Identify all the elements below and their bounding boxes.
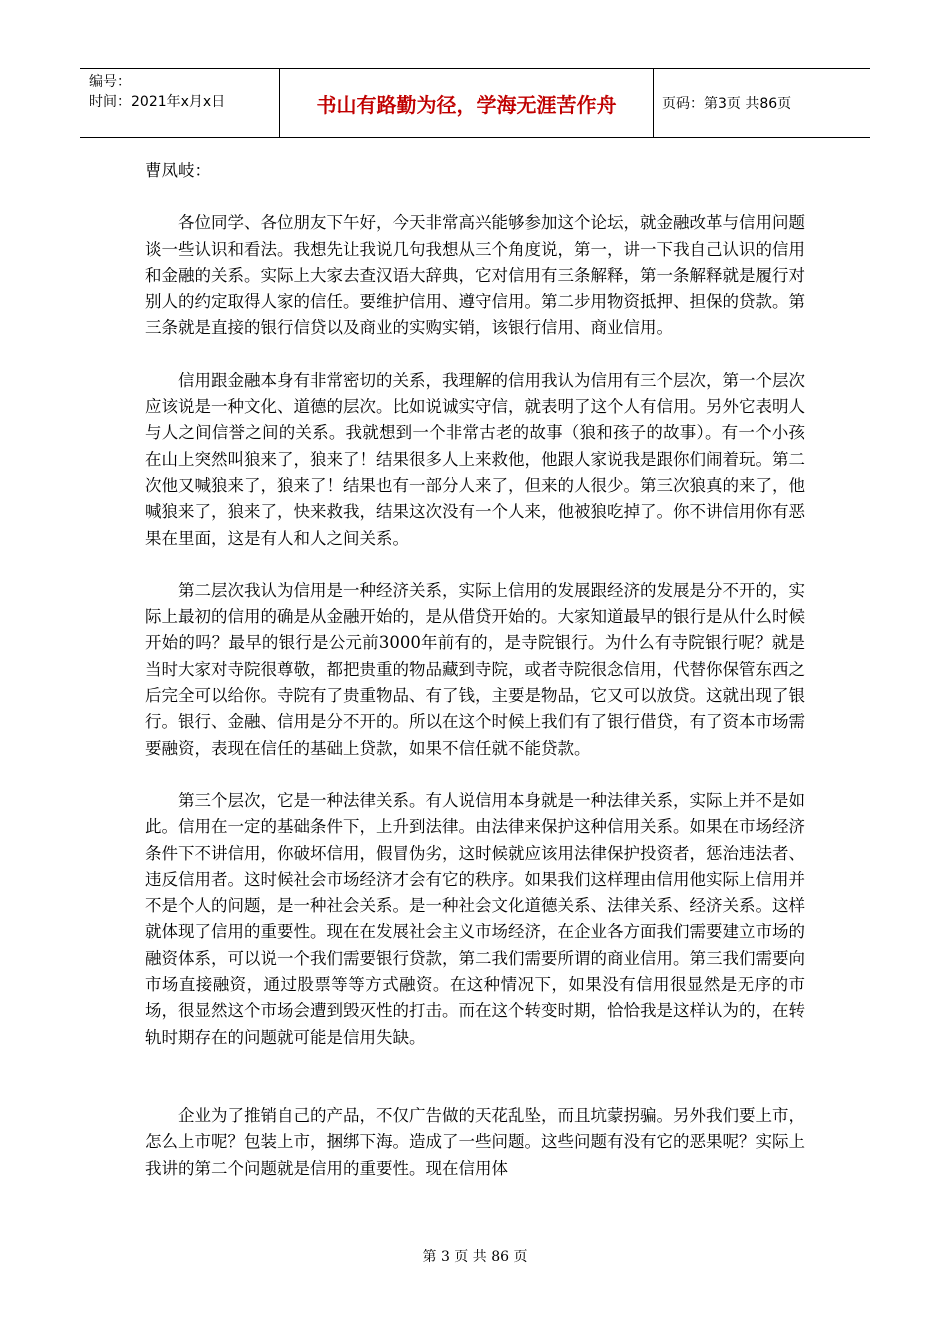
document-date-label: 时间：2021年x月x日 xyxy=(89,94,226,110)
salutation: 曹凤岐： xyxy=(145,161,211,180)
page-header xyxy=(80,68,870,138)
header-page-info: 页码：第3页 共86页 xyxy=(662,96,792,112)
document-number-label: 编号： xyxy=(89,74,131,90)
header-meta xyxy=(80,69,280,137)
paragraph: 信用跟金融本身有非常密切的关系，我理解的信用我认为信用有三个层次，第一个层次应该说是一种文化、道德的层次。比如说诚实守信，就表明了这个人有信用。另外它表明人与人之间信誉之间的关系。我就想到一个非常古老的故事（狼和孩子的故事）。有一个小孩在山上突然叫狼来了，狼来了！结果很多人上来救他，他跟人家说我是跟你们闹着玩。第二次他又喊狼来了，狼来了！结果也有一部分人来了，但来的人很少。第三次狼真的来了，他喊狼来了，狼来了，快来救我，结果这次没有一个人来，他被狼吃掉了。你不讲信用你有恶果在里面，这是有人和人之间关系。 xyxy=(145,370,805,548)
paragraph: 各位同学、各位朋友下午好，今天非常高兴能够参加这个论坛，就金融改革与信用问题谈一些认识和看法。我想先让我说几句我想从三个角度说，第一，讲一下我自己认识的信用和金融的关系。实际上大家去查汉语大辞典，它对信用有三条解释，第一条解释就是履行对别人的约定取得人家的信任。要维护信用、遵守信用。第二步用物资抵押、担保的贷款。第三条就是直接的银行信贷以及商业的实购实销，该银行信用、商业信用。 xyxy=(145,213,805,338)
header-motto: 书山有路勤为径，学海无涯苦作舟 xyxy=(280,69,654,137)
paragraph: 第三个层次，它是一种法律关系。有人说信用本身就是一种法律关系，实际上并不是如此。信用在一定的基础条件下，上升到法律。由法律来保护这种信用关系。如果在市场经济条件下不讲信用，你破坏信用，假冒伪劣，这时候就应该用法律保护投资者，惩治违法者、违反信用者。这时候社会市场经济才会有它的秩序。如果我们这样理由信用他实际上信用并不是个人的问题，是一种社会关系。是一种社会文化道德关系、法律关系、经济关系。这样就体现了信用的重要性。现在在发展社会主义市场经济，在企业各方面我们需要建立市场的融资体系，可以说一个我们需要银行贷款，第二我们需要所谓的商业信用。第三我们需要向市场直接融资，通过股票等等方式融资。在这种情况下，如果没有信用很显然是无序的市场，很显然这个市场会遭到毁灭性的打击。而在这个转变时期，恰恰我是这样认为的，在转轨时期存在的问题就可能是信用失缺。 xyxy=(145,790,805,1047)
page-footer: 第 3 页 共 86 页 xyxy=(422,1249,528,1265)
paragraph: 企业为了推销自己的产品，不仅广告做的天花乱坠，而且坑蒙拐骗。另外我们要上市，怎么上市呢？包装上市，捆绑下海。造成了一些问题。这些问题有没有它的恶果呢？实际上我讲的第二个问题就是信用的重要性。现在信用体 xyxy=(145,1105,805,1178)
document-body xyxy=(145,158,805,1182)
paragraph: 第二层次我认为信用是一种经济关系，实际上信用的发展跟经济的发展是分不开的，实际上最初的信用的确是从金融开始的，是从借贷开始的。大家知道最早的银行是从什么时候开始的吗？最早的银行是公元前3000年前有的，是寺院银行。为什么有寺院银行呢？就是当时大家对寺院很尊敬，都把贵重的物品藏到寺院，或者寺院很念信用，代替你保管东西之后完全可以给你。寺院有了贵重物品、有了钱，主要是物品，它又可以放贷。这就出现了银行。银行、金融、信用是分不开的。所以在这个时候上我们有了银行借贷，有了资本市场需要融资，表现在信任的基础上贷款，如果不信任就不能贷款。 xyxy=(145,580,805,758)
